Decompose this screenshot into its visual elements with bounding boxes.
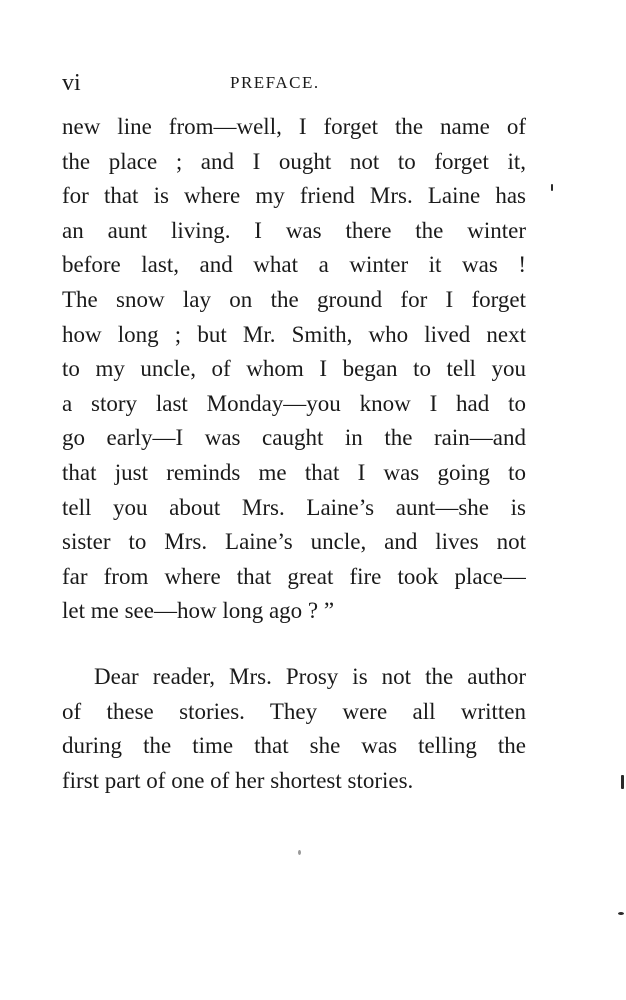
text-line: an aunt living. I was there the winter (62, 217, 526, 243)
paper-speck (551, 184, 553, 191)
page-header (62, 68, 526, 98)
paper-speck (298, 850, 301, 855)
text-line: let me see—how long ago ? ” (62, 598, 335, 624)
text-line: of these stories. They were all written (62, 698, 526, 724)
text-line: before last, and what a winter it was ! (62, 252, 526, 278)
text-line: a story last Monday—you know I had to (62, 390, 526, 416)
paragraph-dear-reader (62, 660, 526, 798)
text-line: how long ; but Mr. Smith, who lived next (62, 321, 526, 347)
page-number: vi (62, 70, 81, 96)
paper-speck (621, 775, 624, 789)
text-line: tell you about Mrs. Laine’s aunt—she is (62, 494, 526, 520)
running-title: PREFACE. (230, 73, 320, 92)
text-line: go early—I was caught in the rain—and (62, 425, 526, 451)
text-line: sister to Mrs. Laine’s uncle, and lives not (62, 529, 526, 555)
text-line: far from where that great fire took place— (62, 563, 526, 589)
paragraph-continued (62, 110, 526, 629)
text-line: during the time that she was telling the (62, 733, 526, 759)
text-line: first part of one of her shortest stories. (62, 767, 414, 793)
paper-speck (618, 912, 624, 915)
text-line: new line from—well, I forget the name of (62, 114, 526, 139)
text-line: the place ; and I ought not to forget it, (62, 148, 526, 174)
text-line: The snow lay on the ground for I forget (62, 286, 526, 312)
text-line: that just reminds me that I was going to (62, 459, 526, 485)
text-line: to my uncle, of whom I began to tell you (62, 356, 526, 382)
text-line: Dear reader, Mrs. Prosy is not the author (94, 664, 526, 689)
text-line: for that is where my friend Mrs. Laine has (62, 183, 526, 209)
